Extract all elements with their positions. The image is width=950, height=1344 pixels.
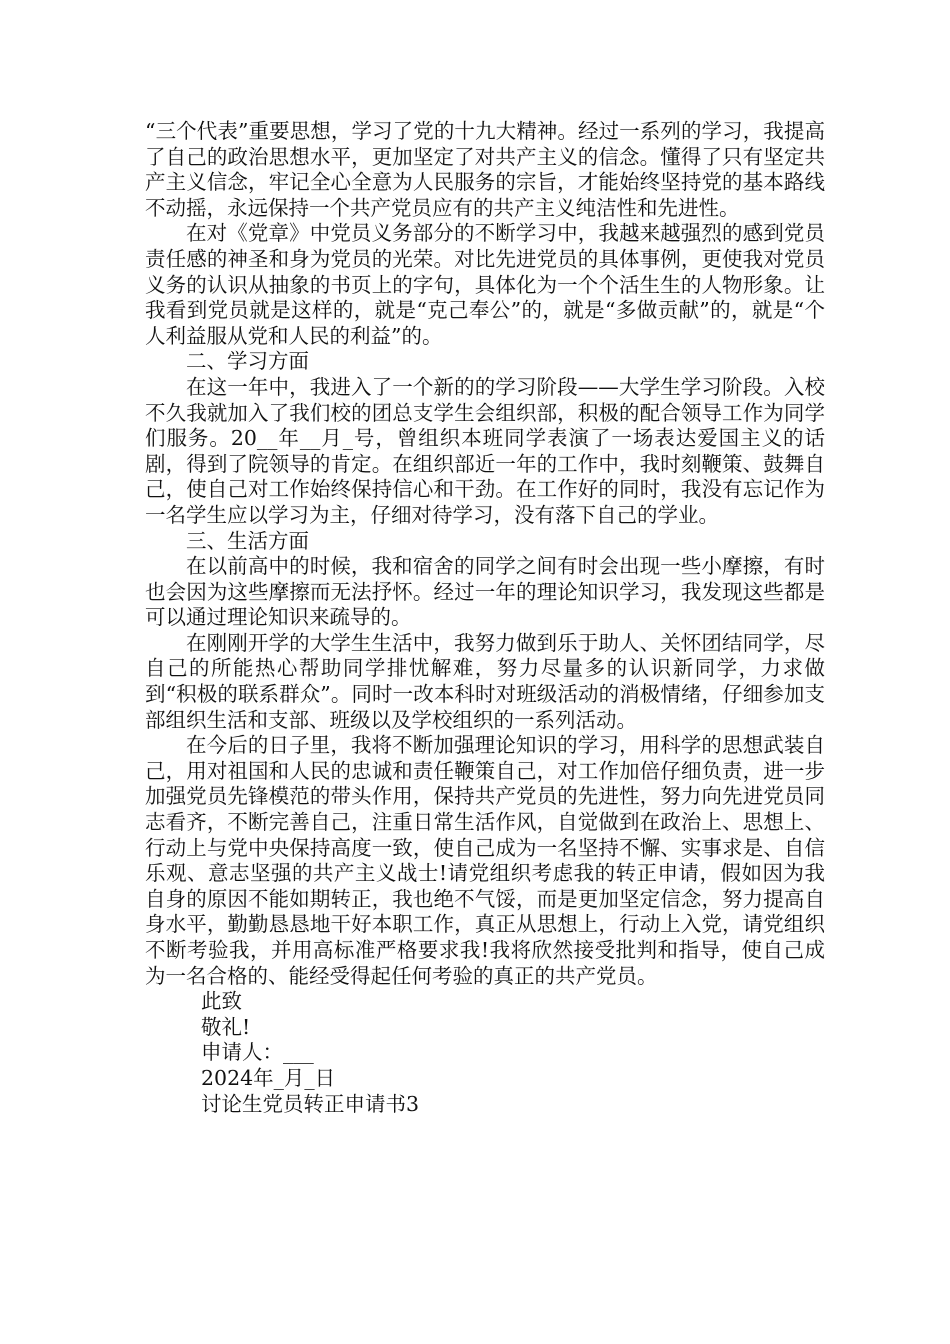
paragraph-future: 在今后的日子里，我将不断加强理论知识的学习，用科学的思想武装自己，用对祖国和人民的忠诚和责任鞭策自己，对工作加倍仔细负责，进一步加强党员先锋模范的带头作用，保持共产党员的先进性，努力向先进党员同志看齐，不断完善自己，注重日常生活作风，自觉做到在政治上、思想上、行动上与党中央保持高度一致，使自己成为一名坚持不懈、实事求是、自信乐观、意志坚强的共产主义战士!请党组织考虑我的转正申请，假如因为我自身的原因不能如期转正，我也绝不气馁，而是更加坚定信念，努力提高自身水平，勤勤恳恳地干好本职工作，真正从思想上，行动上入党，请党组织不断考验我，并用高标准严格要求我!我将欣然接受批判和指导，使自己成为一名合格的、能经受得起任何考验的真正的共产党员。 [145, 733, 825, 988]
paragraph-high-school: 在以前高中的时候，我和宿舍的同学之间有时会出现一些小摩擦，有时也会因为这些摩擦而无法抒怀。经过一年的理论知识学习，我发现这些都是可以通过理论知识来疏导的。 [145, 554, 825, 630]
closing-regards: 敬礼! [201, 1014, 251, 1039]
next-document-title: 讨论生党员转正申请书3 [201, 1091, 420, 1116]
heading-study: 二、学习方面 [186, 349, 309, 374]
paragraph-study: 在这一年中，我进入了一个新的的学习阶段——大学生学习阶段。入校不久我就加入了我们校的团总支学生会组织部，积极的配合领导工作为同学们服务。20__年__月_号，曾组织本班同学表演了一场表达爱国主义的话剧，得到了院领导的肯定。在组织部近一年的工作中，我时刻鞭策、鼓舞自己，使自己对工作始终保持信心和干劲。在工作好的同时，我没有忘记作为一名学生应以学习为主，仔细对待学习，没有落下自己的学业。 [145, 374, 825, 527]
paragraph-college-life: 在刚刚开学的大学生生活中，我努力做到乐于助人、关怀团结同学，尽自己的所能热心帮助同学排忧解难，努力尽量多的认识新同学，力求做到“积极的联系群众”。同时一改本科时对班级活动的消极情绪，仔细参加支部组织生活和支部、班级以及学校组织的一系列活动。 [145, 630, 825, 732]
applicant-line: 申请人：___ [201, 1040, 314, 1065]
document-body [145, 119, 825, 1117]
date-line: 2024年_月_日 [201, 1065, 336, 1090]
paragraph-party-constitution: 在对《党章》中党员义务部分的不断学习中，我越来越强烈的感到党员责任感的神圣和身为党员的光荣。对比先进党员的具体事例，更使我对党员义务的认识从抽象的书页上的字句，具体化为一个个活生生的人物形象。让我看到党员就是这样的，就是“克己奉公”的，就是“多做贡献”的，就是“个人利益服从党和人民的利益”的。 [145, 221, 825, 348]
paragraph-ideology: “三个代表”重要思想，学习了党的十九大精神。经过一系列的学习，我提高了自己的政治思想水平，更加坚定了对共产主义的信念。懂得了只有坚定共产主义信念，牢记全心全意为人民服务的宗旨，才能始终坚持党的基本路线不动摇，永远保持一个共产党员应有的共产主义纯洁性和先进性。 [145, 119, 825, 220]
closing-salutation: 此致 [201, 989, 242, 1014]
heading-life: 三、生活方面 [186, 528, 309, 553]
